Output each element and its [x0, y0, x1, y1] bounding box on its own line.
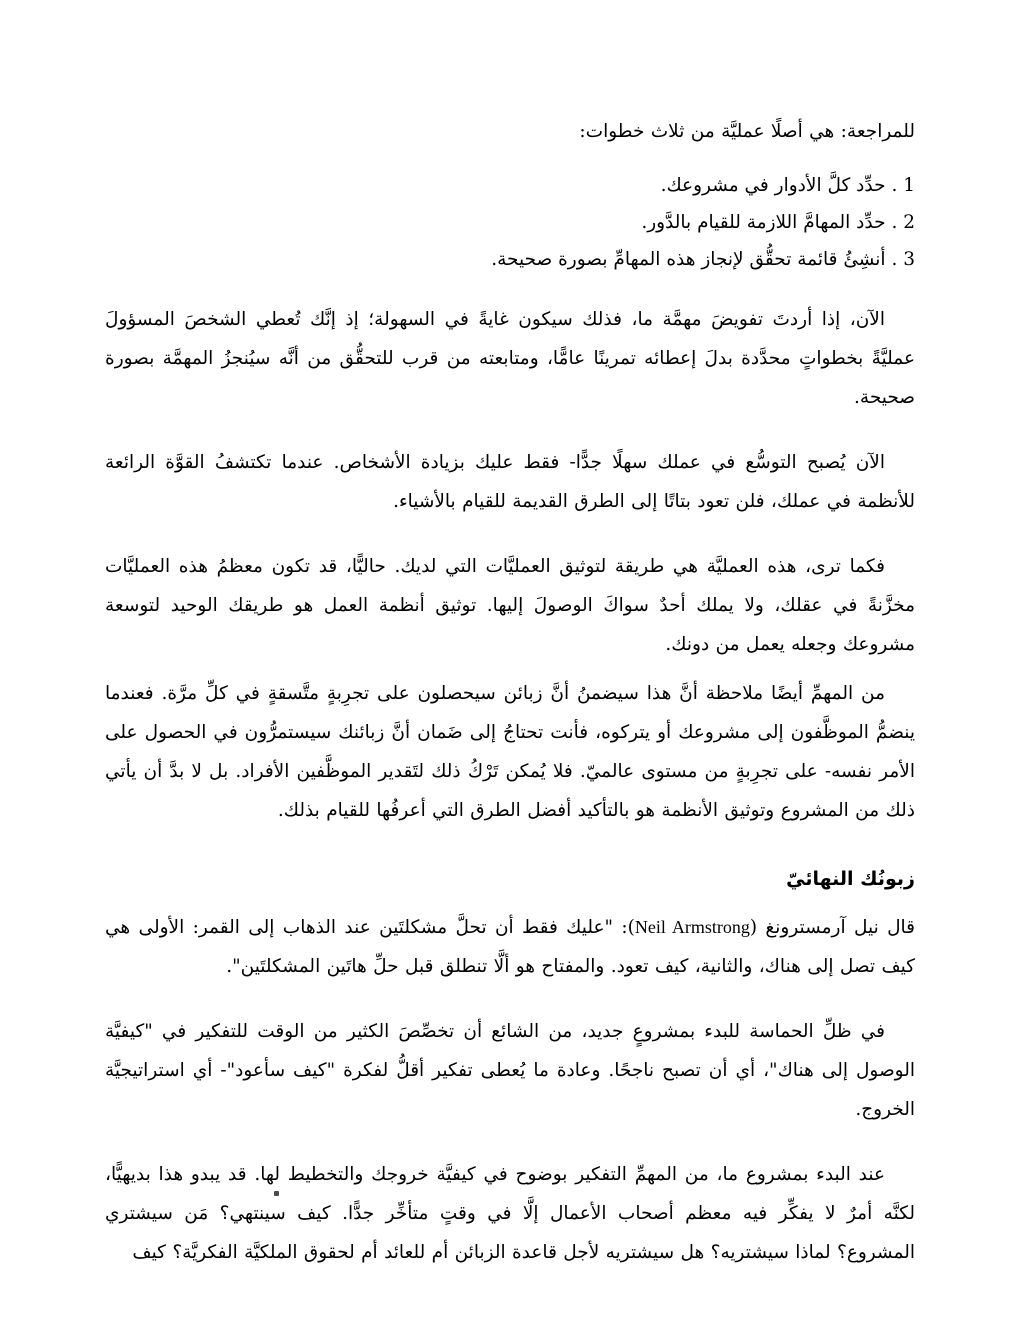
- paragraph-consistency: من المهمِّ أيضًا ملاحظة أنَّ هذا سيضمنُ أنَّ زبائن سيحصلون على تجرِبةٍ متَّسقةٍ في كلِّ مرَّة. فعندما ينضمُّ الموظَّفون إلى مشروعك أو يتركوه، فأنت تحتاجُ إلى ضَمان أنَّ زبائنك سيستمرُّون في الحصول على الأمر نفسه- على تجرِبةٍ من مستوى عالميّ. فلا يُمكن تَرْكُ ذلك لتَقدير الموظَّفين الأفراد. بل لا بدَّ أن يأتي ذلك من المشروع وتوثيق الأنظمة هو بالتأكيد أفضل الطرق التي أعرفُها للقيام بذلك.: [105, 683, 915, 821]
- paragraph-delegation: الآن، إذا أردتَ تفويضَ مهمَّة ما، فذلك سيكون غايةً في السهولة؛ إذ إنَّك تُعطي الشخصَ المسؤولَ عمليَّةً بخطواتٍ محدَّدة بدلَ إعطائه تمرينًا عامًّا، ومتابعته من قرب للتحقُّق من أنَّه سيُنجزُ المهمَّة بصورة صحيحة.: [105, 309, 915, 408]
- list-item-separator: .: [885, 249, 904, 270]
- paragraph-planning-exit: عند البدء بمشروع ما، من المهمِّ التفكير بوضوح في كيفيَّة خروجك والتخطيط لها. قد يبدو هذا بديهيًّا، لكنَّه أمرٌ لا يفكِّر فيه معظم أصحاب الأعمال إلَّا في وقتٍ متأخِّر جدًّا. كيف سينتهي؟ مَن سيشتري المشروع؟ لماذا سيشتريه؟ هل سيشتريه لأجل قاعدة الزبائن أم للعائد أم لحقوق الملكيَّة الفكريَّة؟ كيف: [105, 1164, 915, 1263]
- quote-intro-text: قال نيل آرمسترونغ (: [749, 917, 916, 938]
- latin-name-neil-armstrong: Neil Armstrong: [634, 917, 750, 937]
- list-item-text: حدِّد كلَّ الأدوار في مشروعك.: [660, 175, 886, 196]
- paragraph-documentation: فكما ترى، هذه العمليَّة هي طريقة لتوثيق العمليَّات التي لديك. حاليًّا، قد تكون معظمُ هذه العمليَّات مخزَّنةً في عقلك، ولا يملك أحدٌ سواكَ الوصولَ إليها. توثيق أنظمة العمل هو طريقك الوحيد لتوسعة مشروعك وجعله يعمل من دونك.: [105, 556, 915, 655]
- steps-list: [105, 167, 915, 278]
- quote-body-text: ): "عليك فقط أن تحلَّ مشكلتَين عند الذهاب إلى القمر: الأولى هي كيف تصل إلى هناك، والثانية، كيف تعود. والمفتاح هو ألَّا تنطلق قبل حلِّ هاتَين المشكلتَين".: [105, 917, 915, 977]
- section-heading-final-customer: زبونُك النهائيّ: [786, 868, 915, 890]
- list-item-text: حدِّد المهامَّ اللازمة للقيام بالدَّور.: [641, 212, 886, 233]
- page-bleed-artifact: [274, 1191, 279, 1196]
- list-item-number: 3: [903, 249, 915, 270]
- continuation-line: للمراجعة: هي أصلًا عمليَّة من ثلاث خطوات:: [579, 121, 915, 142]
- page-content: [105, 112, 915, 1290]
- list-item: [105, 241, 915, 278]
- list-item: [105, 167, 915, 204]
- list-item-separator: .: [885, 212, 904, 233]
- list-item-text: أنشِئُ قائمة تحقُّق لإنجاز هذه المهامِّ بصورة صحيحة.: [491, 249, 886, 270]
- list-item-separator: .: [885, 175, 904, 196]
- paragraph-exit-strategy: في ظلِّ الحماسة للبدء بمشروعٍ جديد، من الشائع أن تخصِّصَ الكثير من الوقت للتفكير في "كيفيَّة الوصول إلى هناك"، أي أن تصبح ناجحًا. وعادة ما يُعطى تفكير أقلُّ لفكرة "كيف سأعود"- أي استراتيجيَّة الخروج.: [105, 1021, 915, 1120]
- list-item: [105, 204, 915, 241]
- list-item-number: 1: [903, 175, 915, 196]
- paragraph-armstrong-quote: [105, 908, 915, 986]
- list-item-number: 2: [903, 212, 915, 233]
- paragraph-scaling: الآن يُصبح التوسُّع في عملك سهلًا جدًّا- فقط عليك بزيادة الأشخاص. عندما تكتشفُ القوَّة الرائعة للأنظمة في عملك، فلن تعود بتاتًا إلى الطرق القديمة للقيام بالأشياء.: [105, 452, 915, 512]
